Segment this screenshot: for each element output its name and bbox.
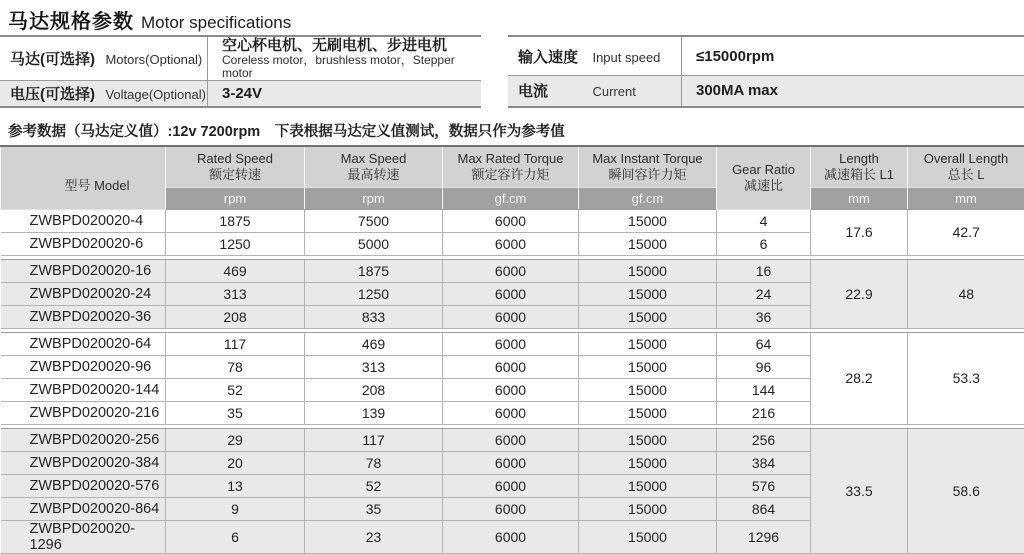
overall-length-cell: 42.7 — [908, 209, 1024, 255]
spec-row — [1, 209, 1024, 232]
max-speed-cell: 52 — [305, 474, 443, 497]
gear-ratio-cell: 36 — [717, 305, 811, 328]
max-rated-torque-cell: 6000 — [443, 474, 579, 497]
max-speed-cell: 78 — [305, 451, 443, 474]
input-speed-label-en: Input speed — [592, 50, 660, 65]
motors-value-en: Coreless motor，brushless motor，Stepper motor — [222, 54, 481, 80]
gear-ratio-cell: 576 — [717, 474, 811, 497]
gear-ratio-cell: 864 — [717, 497, 811, 520]
model-cell: ZWBPD020020-384 — [1, 451, 166, 474]
rated-speed-cell: 1875 — [166, 209, 305, 232]
spec-row — [1, 428, 1024, 451]
gear-ratio-cell: 24 — [717, 282, 811, 305]
overall-length-cell: 53.3 — [908, 332, 1024, 424]
rated-speed-cell: 35 — [166, 401, 305, 424]
max-rated-torque-cell: 6000 — [443, 332, 579, 355]
max-rated-torque-cell: 6000 — [443, 355, 579, 378]
rated-speed-cell: 208 — [166, 305, 305, 328]
motors-label-zh: 马达(可选择) — [10, 51, 95, 68]
input-speed-label-zh: 输入速度 — [518, 46, 580, 67]
motor-options-table — [0, 35, 481, 108]
model-cell: ZWBPD020020-144 — [1, 378, 166, 401]
length-l1-cell: 28.2 — [811, 332, 908, 424]
current-value: 300MA max — [682, 76, 1024, 107]
overall-length-cell: 58.6 — [908, 428, 1024, 553]
gear-ratio-cell: 6 — [717, 232, 811, 255]
rated-speed-cell: 13 — [166, 474, 305, 497]
spec-table-header — [1, 146, 1024, 210]
motors-label — [0, 36, 208, 81]
current-row — [508, 76, 1024, 107]
model-cell: ZWBPD020020-36 — [1, 305, 166, 328]
max-rated-torque-cell: 6000 — [443, 282, 579, 305]
max-speed-cell: 23 — [305, 520, 443, 553]
length-l1-cell: 22.9 — [811, 259, 908, 328]
max-instant-torque-cell: 15000 — [579, 474, 717, 497]
current-label — [508, 76, 682, 107]
voltage-value: 3-24V — [208, 81, 482, 107]
model-cell: ZWBPD020020-1296 — [1, 520, 166, 553]
rated-speed-unit: rpm — [166, 187, 305, 209]
rated-speed-cell: 52 — [166, 378, 305, 401]
current-label-en: Current — [592, 84, 635, 99]
page-title — [0, 0, 1024, 31]
page-title-zh: 马达规格参数 — [8, 11, 134, 33]
voltage-label-en: Voltage(Optional) — [105, 87, 205, 102]
max-rated-torque-cell: 6000 — [443, 209, 579, 232]
length-l1-cell: 33.5 — [811, 428, 908, 553]
max-instant-torque-cell: 15000 — [579, 332, 717, 355]
max-speed-cell: 5000 — [305, 232, 443, 255]
spec-table — [0, 145, 1024, 554]
max-rated-torque-cell: 6000 — [443, 232, 579, 255]
spec-row — [1, 259, 1024, 282]
model-column-header: 型号 Model — [1, 146, 166, 210]
overall-length-column-header: Overall Length 总长 L — [908, 146, 1024, 188]
max-speed-cell: 313 — [305, 355, 443, 378]
max-rated-torque-cell: 6000 — [443, 428, 579, 451]
max-instant-torque-cell: 15000 — [579, 282, 717, 305]
gear-ratio-cell: 216 — [717, 401, 811, 424]
max-rated-torque-cell: 6000 — [443, 305, 579, 328]
gear-ratio-cell: 16 — [717, 259, 811, 282]
max-instant-torque-unit: gf.cm — [579, 187, 717, 209]
rated-speed-cell: 6 — [166, 520, 305, 553]
voltage-label — [0, 81, 208, 107]
max-instant-torque-cell: 15000 — [579, 232, 717, 255]
max-instant-torque-cell: 15000 — [579, 209, 717, 232]
current-label-zh: 电流 — [518, 80, 580, 101]
max-rated-torque-unit: gf.cm — [443, 187, 579, 209]
max-instant-torque-cell: 15000 — [579, 451, 717, 474]
model-cell: ZWBPD020020-24 — [1, 282, 166, 305]
rated-speed-cell: 29 — [166, 428, 305, 451]
gear-ratio-cell: 64 — [717, 332, 811, 355]
length-column-header: Length 减速箱长 L1 — [811, 146, 908, 188]
max-instant-torque-cell: 15000 — [579, 305, 717, 328]
max-instant-torque-cell: 15000 — [579, 378, 717, 401]
max-speed-cell: 469 — [305, 332, 443, 355]
length-l1-cell: 17.6 — [811, 209, 908, 255]
rated-speed-cell: 313 — [166, 282, 305, 305]
spec-table-body — [1, 209, 1024, 553]
rated-speed-cell: 9 — [166, 497, 305, 520]
gear-ratio-cell: 256 — [717, 428, 811, 451]
model-cell: ZWBPD020020-6 — [1, 232, 166, 255]
max-rated-torque-cell: 6000 — [443, 497, 579, 520]
max-instant-torque-cell: 15000 — [579, 401, 717, 424]
max-speed-cell: 1875 — [305, 259, 443, 282]
model-cell: ZWBPD020020-864 — [1, 497, 166, 520]
rated-speed-cell: 117 — [166, 332, 305, 355]
max-speed-column-header: Max Speed 最高转速 — [305, 146, 443, 188]
rated-speed-cell: 78 — [166, 355, 305, 378]
model-cell: ZWBPD020020-256 — [1, 428, 166, 451]
overall-length-unit: mm — [908, 187, 1024, 209]
model-cell: ZWBPD020020-16 — [1, 259, 166, 282]
max-speed-unit: rpm — [305, 187, 443, 209]
max-speed-cell: 1250 — [305, 282, 443, 305]
model-cell: ZWBPD020020-576 — [1, 474, 166, 497]
max-speed-cell: 7500 — [305, 209, 443, 232]
max-instant-torque-cell: 15000 — [579, 259, 717, 282]
spec-row — [1, 332, 1024, 355]
max-instant-torque-cell: 15000 — [579, 428, 717, 451]
rated-speed-cell: 1250 — [166, 232, 305, 255]
gear-ratio-cell: 4 — [717, 209, 811, 232]
max-speed-cell: 117 — [305, 428, 443, 451]
max-instant-torque-cell: 15000 — [579, 497, 717, 520]
motors-row — [0, 36, 481, 81]
electrical-table — [508, 35, 1024, 108]
voltage-row — [0, 81, 481, 107]
model-cell: ZWBPD020020-64 — [1, 332, 166, 355]
model-cell: ZWBPD020020-216 — [1, 401, 166, 424]
max-instant-torque-column-header: Max Instant Torque 瞬间容许力矩 — [579, 146, 717, 188]
max-rated-torque-cell: 6000 — [443, 378, 579, 401]
max-speed-cell: 833 — [305, 305, 443, 328]
max-speed-cell: 208 — [305, 378, 443, 401]
reference-note: 参考数据（马达定义值）:12v 7200rpm 下表根据马达定义值测试，数据只作为参考值 — [0, 108, 1024, 143]
motors-value-zh: 空心杯电机、无刷电机、步进电机 — [222, 37, 481, 54]
max-instant-torque-cell: 15000 — [579, 355, 717, 378]
gear-ratio-column-header: Gear Ratio 减速比 — [717, 146, 811, 210]
gear-ratio-cell: 1296 — [717, 520, 811, 553]
max-rated-torque-cell: 6000 — [443, 520, 579, 553]
gear-ratio-cell: 96 — [717, 355, 811, 378]
max-rated-torque-cell: 6000 — [443, 401, 579, 424]
max-speed-cell: 139 — [305, 401, 443, 424]
max-rated-torque-column-header: Max Rated Torque 额定容许力矩 — [443, 146, 579, 188]
max-instant-torque-cell: 15000 — [579, 520, 717, 553]
max-rated-torque-cell: 6000 — [443, 259, 579, 282]
info-tables-row — [0, 35, 1024, 108]
overall-length-cell: 48 — [908, 259, 1024, 328]
rated-speed-column-header: Rated Speed 额定转速 — [166, 146, 305, 188]
gear-ratio-cell: 144 — [717, 378, 811, 401]
motors-label-en: Motors(Optional) — [105, 52, 202, 67]
max-speed-cell: 35 — [305, 497, 443, 520]
rated-speed-cell: 20 — [166, 451, 305, 474]
gear-ratio-cell: 384 — [717, 451, 811, 474]
input-speed-value: ≤15000rpm — [682, 36, 1024, 76]
max-rated-torque-cell: 6000 — [443, 451, 579, 474]
page-title-en: Motor specifications — [141, 13, 291, 32]
model-cell: ZWBPD020020-4 — [1, 209, 166, 232]
length-unit: mm — [811, 187, 908, 209]
motors-value — [208, 36, 482, 81]
input-speed-label — [508, 36, 682, 76]
model-cell: ZWBPD020020-96 — [1, 355, 166, 378]
input-speed-row — [508, 36, 1024, 76]
rated-speed-cell: 469 — [166, 259, 305, 282]
voltage-label-zh: 电压(可选择) — [10, 86, 95, 103]
